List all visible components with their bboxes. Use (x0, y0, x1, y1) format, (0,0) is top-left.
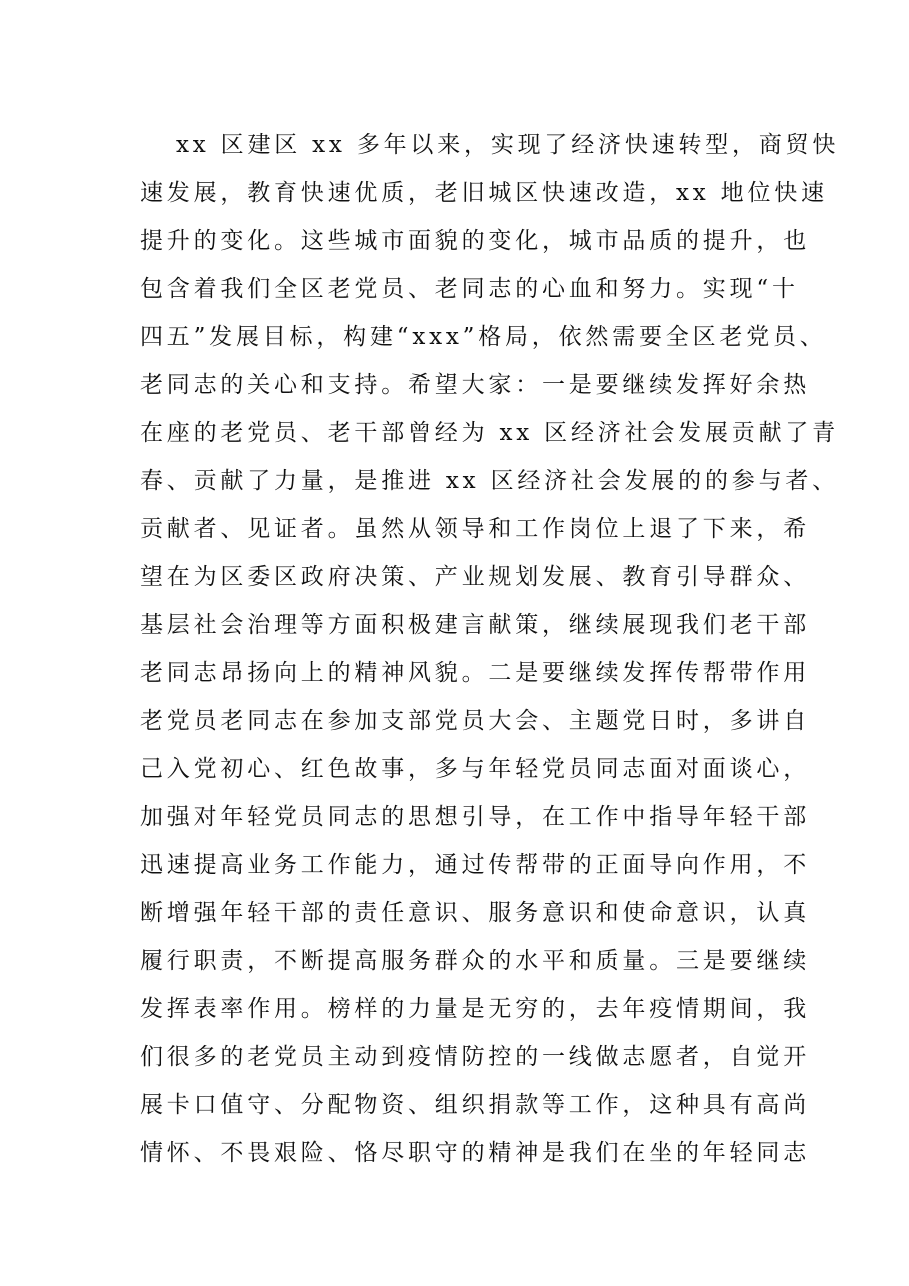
paragraph-line: xx 区建区 xx 多年以来，实现了经济快速转型，商贸快 (176, 132, 840, 158)
paragraph-line: 老同志昂扬向上的精神风貌。二是要继续发挥传帮带作用 (140, 660, 810, 686)
paragraph-line: 基层社会治理等方面积极建言献策，继续展现我们老干部 (140, 612, 810, 638)
paragraph-line: 断增强年轻干部的责任意识、服务意识和使命意识，认真 (140, 900, 810, 926)
paragraph-line: 己入党初心、红色故事，多与年轻党员同志面对面谈心， (140, 756, 810, 782)
paragraph-line: 老同志的关心和支持。希望大家：一是要继续发挥好余热 (140, 372, 810, 398)
paragraph-line: 展卡口值守、分配物资、组织捐款等工作，这种具有高尚 (140, 1092, 810, 1118)
paragraph-line: 们很多的老党员主动到疫情防控的一线做志愿者，自觉开 (140, 1044, 810, 1070)
paragraph-line: 春、贡献了力量，是推进 xx 区经济社会发展的的参与者、 (140, 468, 839, 494)
paragraph-line: 迅速提高业务工作能力，通过传帮带的正面导向作用，不 (140, 852, 810, 878)
paragraph-line: 在座的老党员、老干部曾经为 xx 区经济社会发展贡献了青 (140, 420, 839, 446)
paragraph-line: 四五”发展目标，构建“xxx”格局，依然需要全区老党员、 (140, 324, 827, 350)
paragraph-line: 贡献者、见证者。虽然从领导和工作岗位上退了下来，希 (140, 516, 810, 542)
paragraph-line: 加强对年轻党员同志的思想引导，在工作中指导年轻干部 (140, 804, 810, 830)
paragraph-line: 速发展，教育快速优质，老旧城区快速改造，xx 地位快速 (140, 180, 828, 206)
paragraph-line: 望在为区委区政府决策、产业规划发展、教育引导群众、 (140, 564, 810, 590)
paragraph-line: 发挥表率作用。榜样的力量是无穷的，去年疫情期间，我 (140, 996, 810, 1022)
paragraph-line: 履行职责，不断提高服务群众的水平和质量。三是要继续 (140, 948, 810, 974)
paragraph-line: 老党员老同志在参加支部党员大会、主题党日时，多讲自 (140, 708, 810, 734)
paragraph-line: 情怀、不畏艰险、恪尽职守的精神是我们在坐的年轻同志 (140, 1140, 810, 1166)
paragraph-line: 提升的变化。这些城市面貌的变化，城市品质的提升，也 (140, 228, 810, 254)
paragraph-line: 包含着我们全区老党员、老同志的心血和努力。实现“十 (140, 276, 799, 302)
